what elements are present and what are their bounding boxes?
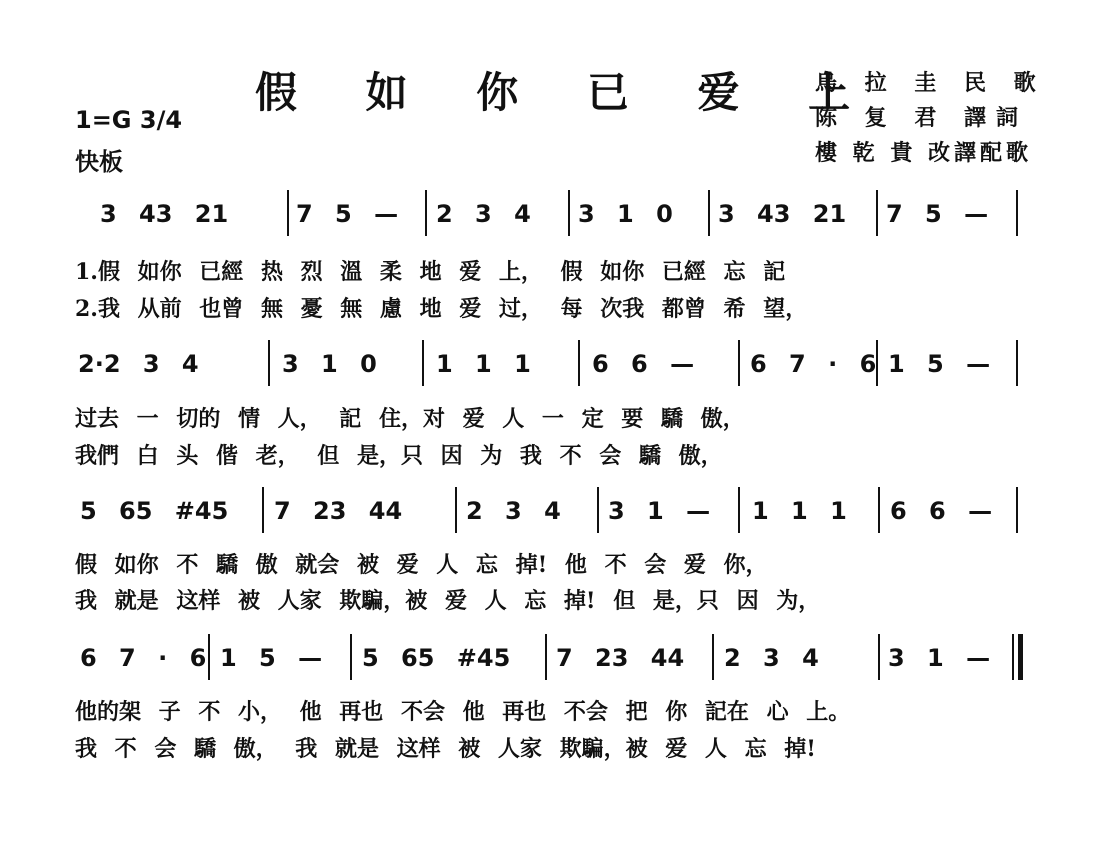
measure: 6 7 · 6 bbox=[80, 644, 207, 672]
lyric-verse-1: 过去 一 切的 情 人， 記 住，对 爱 人 一 定 要 驕 傲， bbox=[75, 406, 745, 432]
measure: 7 23 44 bbox=[274, 497, 403, 525]
lyric-verse-2: 我 就是 这样 被 人家 欺騙，被 爱 人 忘 掉! 但 是，只 因 为， bbox=[75, 588, 821, 614]
barline bbox=[208, 634, 210, 680]
barline bbox=[876, 340, 878, 386]
barline bbox=[287, 190, 289, 236]
barline bbox=[568, 190, 570, 236]
measure: 6 7 · 6 bbox=[750, 350, 877, 378]
lyric-verse-2: 2.我 从前 也曾 無 憂 無 慮 地 爱 过， 每 次我 都曾 希 望， bbox=[75, 296, 808, 322]
measure: 3 43 21 bbox=[100, 200, 229, 228]
measure: 1 5 — bbox=[888, 350, 991, 378]
barline bbox=[712, 634, 714, 680]
barline bbox=[578, 340, 580, 386]
barline bbox=[268, 340, 270, 386]
measure: 3 1 0 bbox=[578, 200, 673, 228]
measure: 7 23 44 bbox=[556, 644, 685, 672]
lyric-verse-1: 假 如你 不 驕 傲 就会 被 爱 人 忘 掉! 他 不 会 爱 你， bbox=[75, 552, 768, 578]
measure: 3 1 — bbox=[608, 497, 711, 525]
tempo-marking: 快板 bbox=[75, 147, 123, 176]
lyric-verse-2: 我 不 会 驕 傲， 我 就是 这样 被 人家 欺騙，被 爱 人 忘 掉! bbox=[75, 736, 816, 762]
measure: 7 5 — bbox=[296, 200, 399, 228]
barline bbox=[1016, 190, 1018, 236]
barline bbox=[876, 190, 878, 236]
barline bbox=[708, 190, 710, 236]
barline bbox=[597, 487, 599, 533]
measure: 2·2 3 4 bbox=[78, 350, 199, 378]
barline bbox=[350, 634, 352, 680]
lyric-verse-2: 我們 白 头 偕 老， 但 是，只 因 为 我 不 会 驕 傲， bbox=[75, 443, 723, 469]
measure: 2 3 4 bbox=[466, 497, 561, 525]
measure: 5 65 #45 bbox=[80, 497, 229, 525]
measure: 1 1 1 bbox=[436, 350, 531, 378]
key-signature: 1=G 3/4 bbox=[75, 106, 183, 134]
barline bbox=[738, 340, 740, 386]
barline bbox=[878, 634, 880, 680]
measure: 2 3 4 bbox=[724, 644, 819, 672]
lyric-verse-1: 他的架 子 不 小， 他 再也 不会 他 再也 不会 把 你 記在 心 上。 bbox=[75, 699, 851, 725]
measure: 1 1 1 bbox=[752, 497, 847, 525]
measure: 6 6 — bbox=[890, 497, 993, 525]
measure: 5 65 #45 bbox=[362, 644, 511, 672]
barline bbox=[455, 487, 457, 533]
measure: 3 1 — bbox=[888, 644, 991, 672]
barline bbox=[425, 190, 427, 236]
measure: 3 43 21 bbox=[718, 200, 847, 228]
credit-arranger: 樓 乾 貴 改譯配歌 bbox=[815, 140, 1032, 166]
measure: 6 6 — bbox=[592, 350, 695, 378]
barline bbox=[1016, 487, 1018, 533]
final-barline bbox=[1018, 634, 1023, 680]
measure: 1 5 — bbox=[220, 644, 323, 672]
barline bbox=[738, 487, 740, 533]
measure: 2 3 4 bbox=[436, 200, 531, 228]
lyric-verse-1: 1.假 如你 已經 热 烈 溫 柔 地 爱 上， 假 如你 已經 忘 記 bbox=[75, 259, 786, 285]
barline bbox=[1012, 634, 1014, 680]
barline bbox=[422, 340, 424, 386]
credit-origin: 烏 拉 圭 民 歌 bbox=[815, 70, 1046, 96]
barline bbox=[878, 487, 880, 533]
credit-translator: 陈 复 君 譯詞 bbox=[815, 105, 1028, 131]
measure: 7 5 — bbox=[886, 200, 989, 228]
measure: 3 1 0 bbox=[282, 350, 377, 378]
barline bbox=[545, 634, 547, 680]
barline bbox=[262, 487, 264, 533]
barline bbox=[1016, 340, 1018, 386]
song-title: 假 如 你 已 爱 上 bbox=[255, 68, 878, 117]
